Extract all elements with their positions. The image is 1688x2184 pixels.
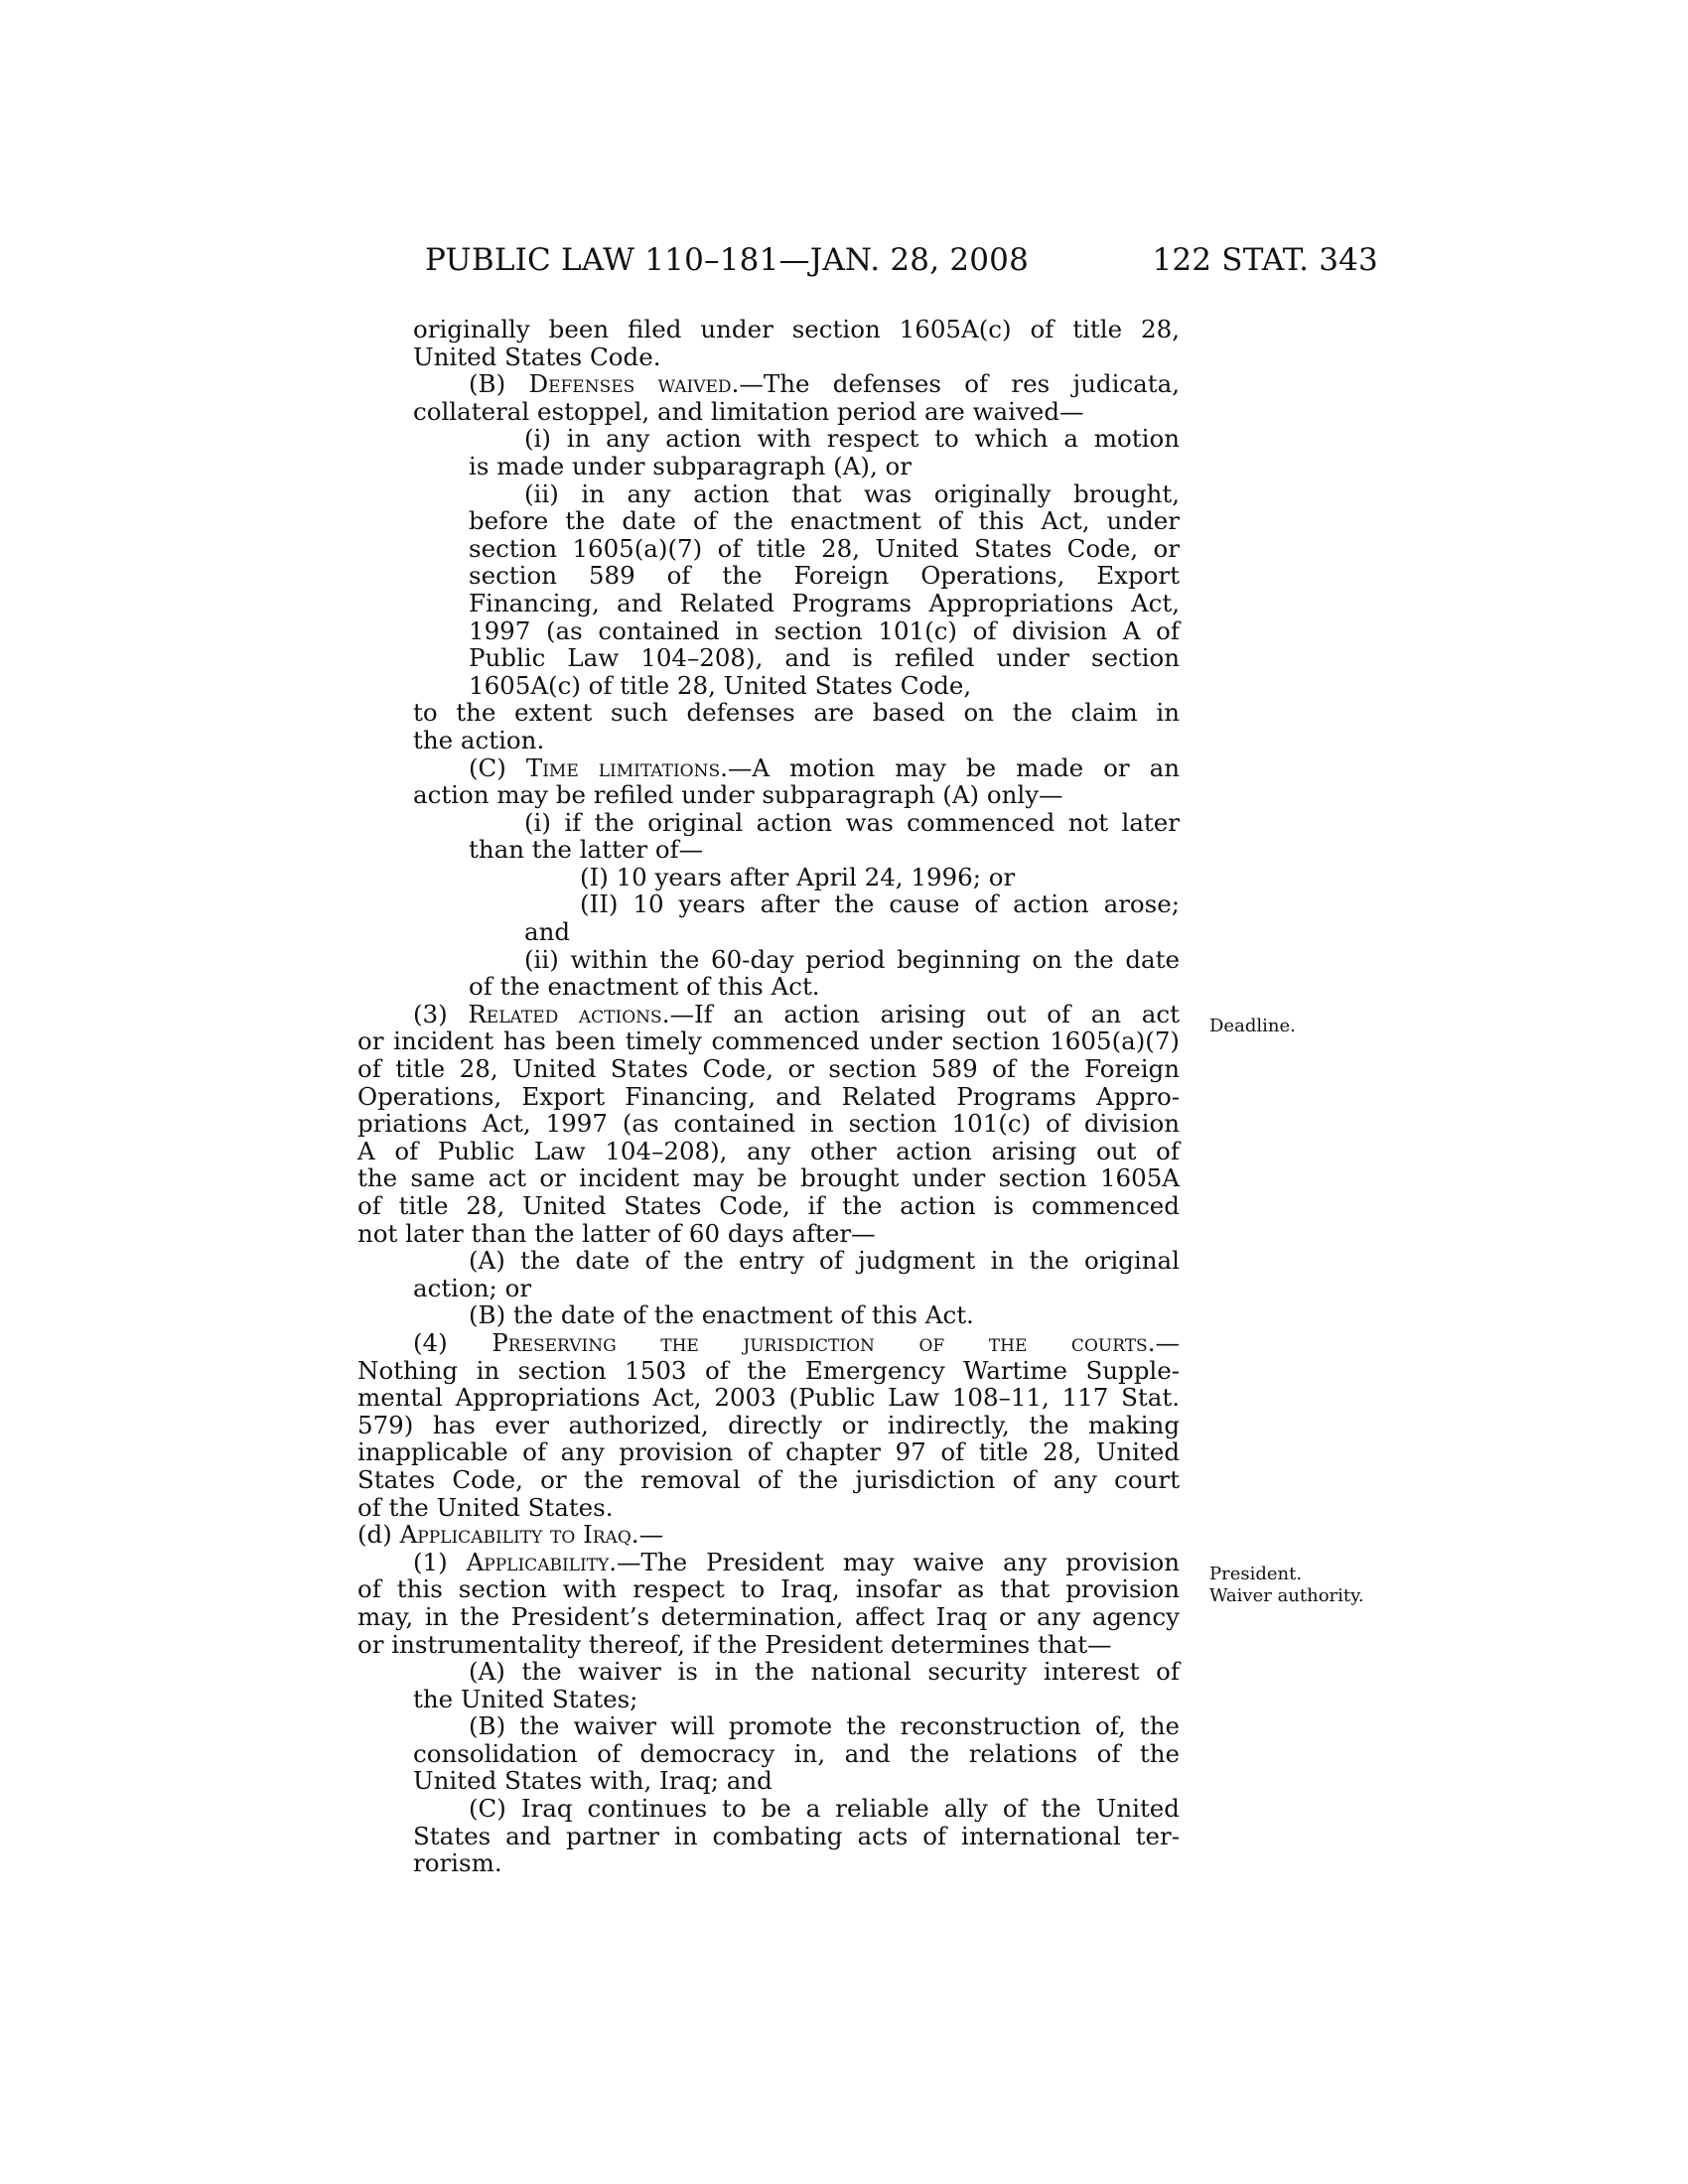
text-line: Financing, and Related Programs Appropriations Act,: [469, 588, 1180, 617]
page-number: 122 STAT. 343: [1152, 242, 1378, 278]
text-line: section 1605(a)(7) of title 28, United States Code, or: [469, 533, 1180, 563]
text-line: (I) 10 years after April 24, 1996; or: [580, 862, 1016, 891]
text-line: to the extent such defenses are based on the claim in: [413, 698, 1180, 728]
subparagraph-heading-line: (B) Defenses waived.—The defenses of res judicata,: [469, 369, 1181, 399]
text-line: (A) the waiver is in the national security interest of: [469, 1657, 1180, 1687]
margin-note-deadline: Deadline.: [1209, 1016, 1296, 1036]
text-line: section 589 of the Foreign Operations, Export: [469, 561, 1180, 591]
text-line: not later than the latter of 60 days after—: [357, 1218, 876, 1248]
text-line: than the latter of—: [469, 835, 704, 865]
text-line: action may be refiled under subparagraph (A) only—: [413, 780, 1063, 810]
text-line: (A) the date of the entry of judgment in the original: [469, 1246, 1180, 1276]
paragraph-heading-line: (4) Preserving the jurisdiction of the courts.—: [413, 1327, 1180, 1357]
text-line: the action.: [413, 725, 545, 754]
text-line: inapplicable of any provision of chapter 97 of title 28, United: [357, 1437, 1180, 1467]
text-line: A of Public Law 104–208), any other action arising out of: [357, 1136, 1180, 1165]
preserving-jurisdiction-heading: Preserving the jurisdiction of the courts: [492, 1327, 1148, 1357]
text-line: 1997 (as contained in section 101(c) of division A of: [469, 615, 1180, 645]
paragraph-heading-line: (3) Related actions.—If an action arising out of an act: [413, 999, 1180, 1028]
text-line: (i) if the original action was commenced not later: [524, 807, 1180, 837]
text-line: 579) has ever authorized, directly or indirectly, the making: [357, 1410, 1180, 1439]
text-line: is made under subparagraph (A), or: [469, 451, 912, 480]
text-line: States Code, or the removal of the jurisdiction of any court: [357, 1464, 1180, 1494]
text-line: priations Act, 1997 (as contained in section 101(c) of division: [357, 1109, 1180, 1139]
text-line: may, in the President’s determination, affect Iraq or any agency: [357, 1601, 1180, 1631]
text-line: action; or: [413, 1273, 532, 1302]
text-line: the United States;: [413, 1684, 638, 1713]
text-line: rorism.: [413, 1848, 502, 1878]
text-line: consolidation of democracy in, and the relations of the: [413, 1738, 1180, 1768]
text-line: (B) the waiver will promote the reconstruction of, the: [469, 1711, 1180, 1741]
text-line: mental Appropriations Act, 2003 (Public Law 108–11, 117 Stat.: [357, 1383, 1180, 1413]
text-line: of this section with respect to Iraq, insofar as that provision: [357, 1574, 1180, 1604]
text-line: United States Code.: [413, 341, 661, 371]
text-line: or instrumentality thereof, if the President determines that—: [357, 1629, 1112, 1659]
time-limitations-heading: Time limitations: [525, 752, 721, 782]
text-line: Nothing in section 1503 of the Emergency Wartime Supple-: [357, 1355, 1180, 1385]
margin-note-waiver-authority: Waiver authority.: [1209, 1585, 1364, 1606]
applicability-to-iraq-heading: Applicability to Iraq: [399, 1520, 632, 1550]
text-line: 1605A(c) of title 28, United States Code,: [469, 670, 972, 700]
statute-body: [357, 316, 1180, 1877]
paragraph-heading-line: (1) Applicability.—The President may waive any provision: [413, 1547, 1180, 1576]
margin-note-president: President.: [1209, 1564, 1303, 1584]
text-line: originally been filed under section 1605A(c) of title 28,: [413, 315, 1180, 343]
text-line: collateral estoppel, and limitation period are waived—: [413, 396, 1084, 426]
text-line: States and partner in combating acts of international ter-: [413, 1821, 1180, 1850]
text-line: (II) 10 years after the cause of action arose;: [580, 889, 1180, 919]
defenses-waived-heading: Defenses waived: [528, 369, 732, 399]
text-line: Operations, Export Financing, and Related Programs Appro-: [357, 1081, 1180, 1111]
subparagraph-heading-line: (C) Time limitations.—A motion may be made or an: [469, 752, 1180, 782]
text-line: or incident has been timely commenced under section 1605(a)(7): [357, 1026, 1180, 1056]
text-line: (ii) within the 60-day period beginning on the date: [524, 944, 1180, 974]
text-line: before the date of the enactment of this Act, under: [469, 506, 1180, 536]
text-line: and: [524, 917, 571, 947]
running-header: [425, 242, 1378, 282]
text-line: (ii) in any action that was originally brought,: [524, 478, 1180, 508]
text-line: (C) Iraq continues to be a reliable ally of the United: [469, 1794, 1180, 1824]
text-line: Public Law 104–208), and is refiled under section: [469, 643, 1180, 673]
applicability-heading: Applicability: [466, 1547, 610, 1576]
text-line: of the enactment of this Act.: [469, 972, 820, 1002]
text-line: United States with, Iraq; and: [413, 1766, 773, 1796]
text-line: of title 28, United States Code, if the action is commenced: [357, 1191, 1180, 1220]
header-title: PUBLIC LAW 110–181—JAN. 28, 2008: [425, 242, 1030, 278]
text-line: (B) the date of the enactment of this Act.: [469, 1300, 974, 1330]
text-line: of title 28, United States Code, or section 589 of the Foreign: [357, 1054, 1180, 1084]
text-line: (i) in any action with respect to which a motion: [524, 424, 1180, 454]
text-line: the same act or incident may be brought under section 1605A: [357, 1163, 1180, 1193]
subsection-heading-line: (d) Applicability to Iraq.—: [357, 1520, 664, 1550]
text-line: of the United States.: [357, 1492, 614, 1522]
related-actions-heading: Related actions: [468, 999, 662, 1028]
